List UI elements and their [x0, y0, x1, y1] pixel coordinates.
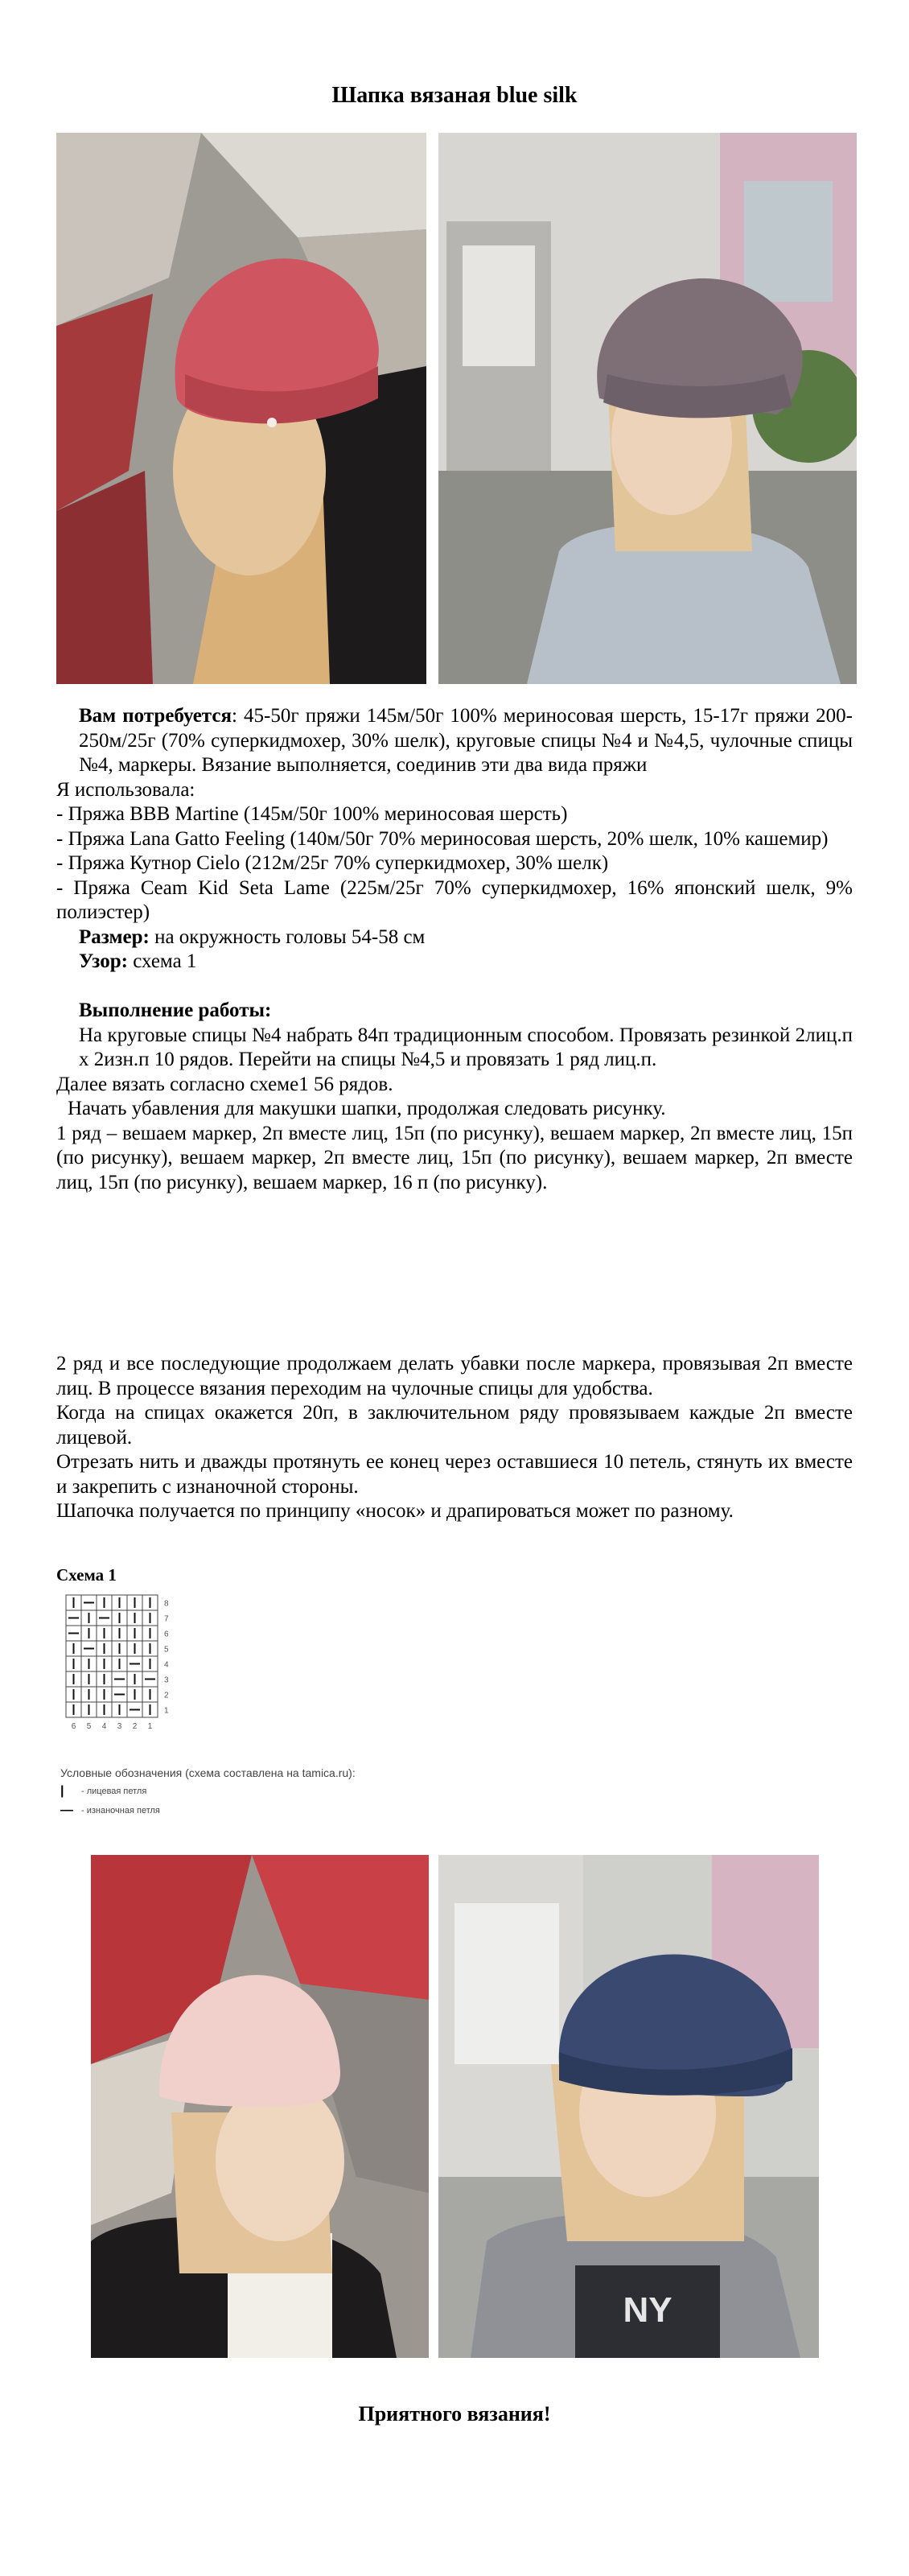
size-text: на окружность головы 54-58 см: [149, 925, 426, 948]
row-number-label: 4: [164, 1660, 169, 1670]
work-step: Когда на спицах окажется 20п, в заключительном ряду провязываем каждые 2п вместе лицевой.: [56, 1402, 853, 1449]
work-step: На круговые спицы №4 набрать 84п традиционным способом. Провязать резинкой 2лиц.п х 2изн.п 10 рядов. Перейти на спицы №4,5 и провязать 1 ряд лиц.п.: [79, 1024, 853, 1070]
closing-text: Приятного вязания!: [358, 2402, 551, 2426]
legend-row-purl: [60, 1803, 356, 1818]
photo-pink-hat: [91, 1855, 429, 2358]
scheme-title: Схема 1: [56, 1565, 117, 1585]
pattern-text: схема 1: [127, 950, 197, 972]
knit-stitch-symbol: |: [60, 1784, 64, 1798]
scheme-legend: [60, 1766, 356, 1818]
purl-stitch-symbol: —: [60, 1803, 73, 1817]
photo-red-hat: [56, 133, 426, 684]
yarn-item: - Пряжа Кутнор Cielo (212м/25г 70% суперкидмохер, 30% шелк): [56, 852, 609, 874]
column-number-label: 1: [147, 1722, 153, 1731]
column-number-label: 6: [71, 1722, 76, 1731]
photo-gray-hat: [438, 133, 857, 684]
materials-section: [56, 704, 853, 1195]
work-step: Шапочка получается по принципу «носок» и драпироваться может по разному.: [56, 1500, 734, 1522]
row-number-label: 7: [164, 1614, 169, 1624]
work-step: Отрезать нить и дважды протянуть ее конец через оставшиеся 10 петель, стянуть их вместе и закрепить с изнаночной стороны.: [56, 1451, 853, 1498]
row-number-label: 3: [164, 1675, 169, 1685]
work-heading: Выполнение работы:: [79, 999, 272, 1021]
legend-row-knit: [60, 1784, 356, 1799]
work-step: Начать убавления для макушки шапки, продолжая следовать рисунку.: [68, 1098, 666, 1119]
knitting-scheme-grid: [64, 1593, 209, 1754]
legend-text: - лицевая петля: [81, 1787, 147, 1796]
row-number-label: 6: [164, 1630, 169, 1639]
yarn-item: - Пряжа Ceam Kid Seta Lame (225м/25г 70% суперкидмохер, 16% японский шелк, 9% полиэстер): [56, 876, 853, 923]
yarn-item: - Пряжа BBB Martine (145м/50г 100% мериносовая шерсть): [56, 803, 568, 825]
work-step: 2 ряд и все последующие продолжаем делать убавки после маркера, провязывая 2п вместе лиц. В процессе вязания переходим на чулочные спицы для удобства.: [56, 1353, 853, 1399]
row-number-label: 5: [164, 1645, 169, 1655]
work-continued: [56, 1352, 853, 1524]
column-number-label: 4: [101, 1722, 107, 1731]
column-number-label: 5: [86, 1722, 92, 1731]
yarn-used-label: Я использовала:: [56, 778, 195, 801]
page-title: Шапка вязаная blue silk: [331, 83, 578, 108]
yarn-item: - Пряжа Lana Gatto Feeling (140м/50г 70% мериносовая шерсть, 20% шелк, 10% кашемир): [56, 827, 829, 850]
row-number-label: 8: [164, 1599, 169, 1609]
work-step: Далее вязать согласно схеме1 56 рядов.: [56, 1073, 393, 1095]
pattern-label: Узор:: [79, 950, 128, 972]
size-label: Размер:: [79, 925, 150, 948]
row-number-label: 2: [164, 1691, 169, 1700]
column-number-label: 3: [117, 1722, 122, 1731]
work-step: 1 ряд – вешаем маркер, 2п вместе лиц, 15п (по рисунку), вешаем маркер, 2п вместе лиц, 15п (по рисунку), вешаем маркер, 2п вместе лиц, 15п (по рисунку), вешаем маркер, 2п вместе лиц, 15п (по рисунку), вешаем маркер, 16 п (по рисунку).: [56, 1122, 853, 1193]
row-number-label: 1: [164, 1706, 169, 1716]
materials-text: : 45-50г пряжи 145м/50г 100% мериносовая шерсть, 15-17г пряжи 200-250м/25г (70% суперкидмохер, 30% шелк), круговые спицы №4 и №4,5, чулочные спицы №4, маркеры. Вязание выполняется, соединив эти два вида пряжи: [79, 705, 853, 776]
legend-text: - изнаночная петля: [81, 1806, 160, 1816]
materials-label: Вам потребуется: [79, 705, 232, 727]
legend-title: Условные обозначения (схема составлена на tamica.ru):: [60, 1766, 356, 1779]
column-number-label: 2: [132, 1722, 138, 1731]
photo-blue-hat: [438, 1855, 819, 2358]
svg-text:NY: NY: [623, 2290, 672, 2330]
